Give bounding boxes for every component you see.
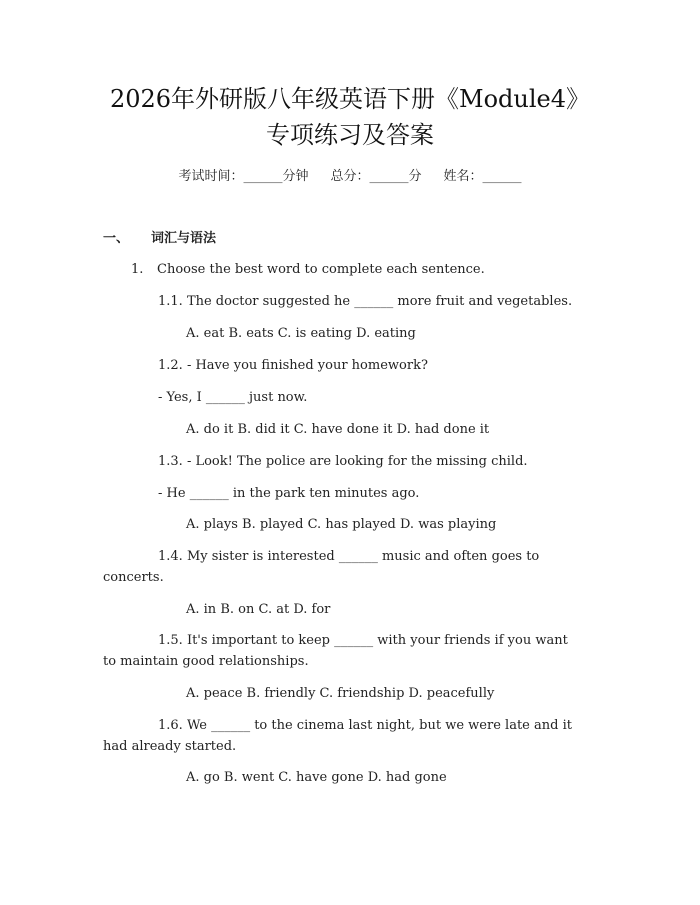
item-6-question: 1.6. We ______ to the cinema last night, but we were late and it [158, 718, 572, 733]
item-1-question: 1.1. The doctor suggested he ______ more fruit and vegetables. [158, 294, 573, 309]
section-title: 词汇与语法 [151, 231, 217, 246]
item-5-options: A. peace B. friendly C. friendship D. peacefully [186, 686, 495, 701]
item-2-answer-line: - Yes, I ______ just now. [158, 390, 308, 405]
document-title-line1: 2026年外研版八年级英语下册《Module4》 [109, 85, 591, 113]
item-5-question-cont: to maintain good relationships. [103, 654, 309, 669]
exam-meta [0, 168, 700, 186]
item-5-question: 1.5. It's important to keep ______ with your friends if you want [158, 633, 568, 648]
item-6-question-cont: had already started. [103, 739, 237, 754]
question-instruction: Choose the best word to complete each sentence. [157, 262, 485, 277]
document-title-line2: 专项练习及答案 [266, 121, 434, 149]
item-2-options: A. do it B. did it C. have done it D. had done it [186, 422, 490, 437]
item-2-question: 1.2. - Have you finished your homework? [158, 358, 428, 373]
question-number: 1. [131, 262, 144, 277]
item-4-question-cont: concerts. [103, 570, 164, 585]
item-3-options: A. plays B. played C. has played D. was playing [186, 517, 497, 532]
exam-time: 考试时间：______分钟 [178, 169, 309, 184]
item-1-options: A. eat B. eats C. is eating D. eating [186, 326, 416, 341]
section-number: 一、 [103, 231, 130, 246]
section-heading [103, 230, 216, 248]
exam-name: 姓名：______ [443, 169, 522, 184]
exam-score: 总分：______分 [330, 169, 422, 184]
item-3-answer-line: - He ______ in the park ten minutes ago. [158, 486, 420, 501]
item-4-question: 1.4. My sister is interested ______ music and often goes to [158, 549, 540, 564]
item-4-options: A. in B. on C. at D. for [186, 602, 331, 617]
item-3-question: 1.3. - Look! The police are looking for the missing child. [158, 454, 528, 469]
item-6-options: A. go B. went C. have gone D. had gone [186, 770, 447, 785]
